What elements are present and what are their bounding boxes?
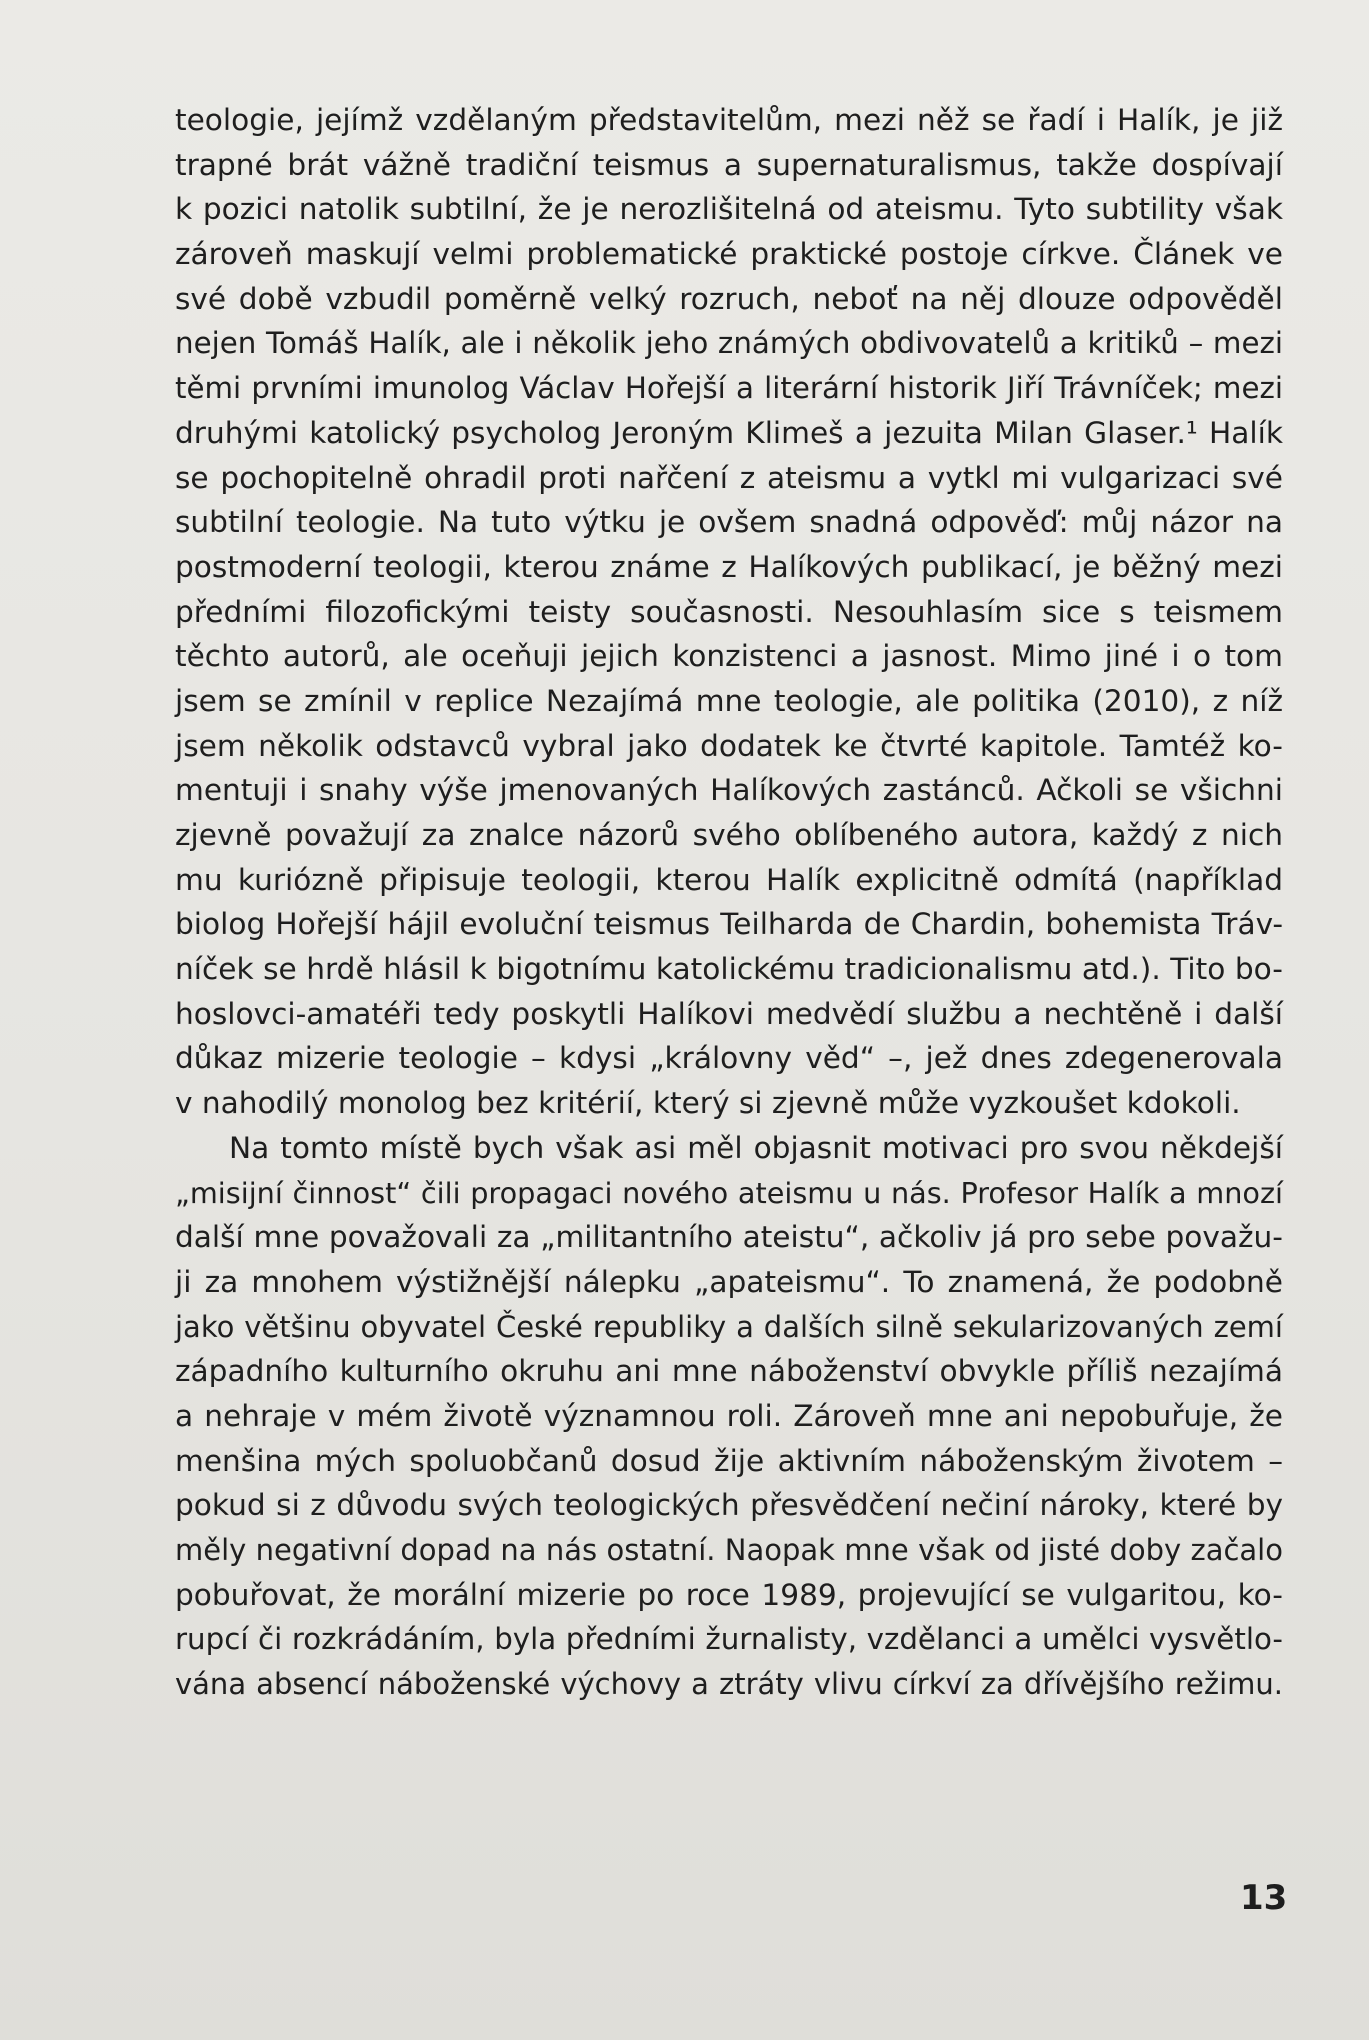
body-text: [175, 98, 1283, 1707]
text-line: mu kuriózně připisuje teologii, kterou Halík explicitně odmítá (například: [175, 862, 1283, 897]
page-number: 13: [1240, 1878, 1288, 1918]
text-line: hoslovci-amatéři tedy poskytli Halíkovi medvědí službu a nechtěně i další: [175, 996, 1283, 1031]
text-line: důkaz mizerie teologie – kdysi „královny věd“ –, jež dnes zdegenerovala: [175, 1041, 1283, 1076]
text-line: trapné brát vážně tradiční teismus a supernaturalismus, takže dospívají: [175, 147, 1283, 182]
text-line: zároveň maskují velmi problematické praktické postoje církve. Článek ve: [175, 237, 1283, 272]
text-line: další mne považovali za „militantního ateistu“, ačkoliv já pro sebe považu-: [175, 1220, 1283, 1255]
text-line: těchto autorů, ale oceňuji jejich konzistenci a jasnost. Mimo jiné i o tom: [175, 639, 1283, 674]
text-line: své době vzbudil poměrně velký rozruch, neboť na něj dlouze odpověděl: [175, 281, 1283, 316]
text-line: rupcí či rozkrádáním, byla předními žurnalisty, vzdělanci a umělci vysvětlo-: [175, 1622, 1283, 1657]
text-line: vána absencí náboženské výchovy a ztráty vlivu církví za dřívějšího režimu.: [175, 1667, 1283, 1702]
text-line: nejen Tomáš Halík, ale i několik jeho známých obdivovatelů a kritiků – mezi: [175, 326, 1283, 361]
text-line: subtilní teologie. Na tuto výtku je ovšem snadná odpověď: můj názor na: [175, 505, 1283, 540]
text-line: níček se hrdě hlásil k bigotnímu katolickému tradicionalismu atd.). Tito bo-: [175, 952, 1283, 987]
text-line: „misijní činnost“ čili propagaci nového ateismu u nás. Profesor Halík a mnozí: [175, 1175, 1283, 1210]
text-line: menšina mých spoluobčanů dosud žije aktivním náboženským životem –: [175, 1443, 1283, 1478]
text-line: teologie, jejímž vzdělaným představitelům, mezi něž se řadí i Halík, je již: [175, 103, 1283, 137]
text-line: druhými katolický psycholog Jeroným Klimeš a jezuita Milan Glaser.¹ Halík: [175, 415, 1283, 450]
paragraph-1: [175, 98, 1283, 1126]
text-line: těmi prvními imunolog Václav Hořejší a literární historik Jiří Trávníček; mezi: [175, 371, 1283, 406]
text-line: ji za mnohem výstižnější nálepku „apateismu“. To znamená, že podobně: [175, 1264, 1283, 1299]
text-line: biolog Hořejší hájil evoluční teismus Teilharda de Chardin, bohemista Tráv-: [175, 907, 1283, 942]
text-line: předními filozofickými teisty současnosti. Nesouhlasím sice s teismem: [175, 594, 1283, 629]
text-line: k pozici natolik subtilní, že je nerozlišitelná od ateismu. Tyto subtility však: [175, 192, 1283, 227]
text-line: a nehraje v mém životě významnou roli. Zároveň mne ani nepobuřuje, že: [175, 1398, 1283, 1433]
text-line: jsem několik odstavců vybral jako dodatek ke čtvrté kapitole. Tamtéž ko-: [175, 728, 1283, 763]
text-line: zjevně považují za znalce názorů svého oblíbeného autora, každý z nich: [175, 818, 1283, 852]
text-line: jsem se zmínil v replice Nezajímá mne teologie, ale politika (2010), z níž: [175, 683, 1283, 718]
text-line: pokud si z důvodu svých teologických přesvědčení nečiní nároky, které by: [175, 1488, 1283, 1523]
paragraph-2: [175, 1126, 1283, 1707]
text-line: v nahodilý monolog bez kritérií, který si zjevně může vyzkoušet kdokoli.: [175, 1086, 1241, 1121]
text-line: se pochopitelně ohradil proti nařčení z ateismu a vytkl mi vulgarizaci své: [175, 460, 1283, 495]
text-line: Na tomto místě bych však asi měl objasnit motivaci pro svou někdejší: [229, 1130, 1283, 1165]
text-line: měly negativní dopad na nás ostatní. Naopak mne však od jisté doby začalo: [175, 1533, 1283, 1567]
text-line: západního kulturního okruhu ani mne náboženství obvykle příliš nezajímá: [175, 1354, 1283, 1389]
text-line: pobuřovat, že morální mizerie po roce 1989, projevující se vulgaritou, ko-: [175, 1577, 1283, 1612]
text-line: postmoderní teologii, kterou známe z Halíkových publikací, je běžný mezi: [175, 549, 1283, 584]
text-line: jako většinu obyvatel České republiky a dalších silně sekularizovaných zemí: [175, 1309, 1283, 1344]
text-line: mentuji i snahy výše jmenovaných Halíkových zastánců. Ačkoli se všichni: [175, 773, 1283, 808]
